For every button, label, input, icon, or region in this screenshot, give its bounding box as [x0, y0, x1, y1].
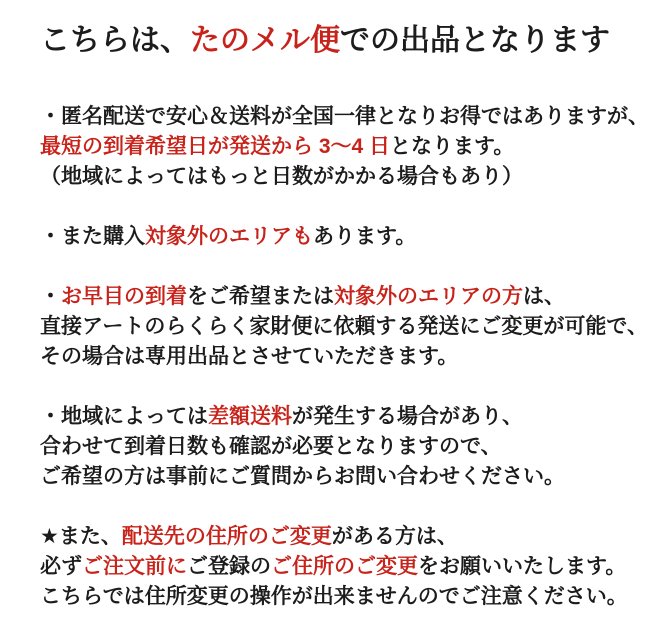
text-segment: あります。: [313, 225, 417, 248]
text-line: [40, 552, 627, 582]
paragraph: [40, 522, 628, 612]
text-segment: がある方は、: [331, 525, 458, 548]
text-line: [40, 162, 620, 192]
text-line: [40, 342, 620, 372]
text-segment: （地域によってはもっと日数がかかる場合もあり）: [40, 165, 523, 188]
text-segment: ・匿名配送で安心＆送料が全国一律となりお得ではありますが、: [40, 105, 649, 128]
text-segment: をご希望または: [187, 285, 334, 308]
text-segment: お早目の到着: [61, 285, 187, 308]
paragraph: [40, 402, 620, 492]
text-line: [40, 522, 620, 552]
text-segment: ご住所のご変更: [271, 555, 418, 578]
text-segment: ご登録の: [187, 555, 271, 578]
text-segment: 最短の到着希望日が発送から 3～4 日: [40, 135, 391, 158]
text-line: [40, 132, 620, 162]
text-segment: 配送先の住所のご変更: [121, 525, 332, 548]
text-line: [40, 402, 620, 432]
text-segment: ・また購入: [40, 225, 145, 248]
text-segment: ご注文前に: [82, 555, 187, 578]
text-segment: は、: [523, 285, 565, 308]
text-segment: 直接アートのらくらく家財便に依頼する発送にご変更が可能で、: [40, 315, 648, 338]
text-line: [40, 432, 620, 462]
paragraph: [40, 222, 620, 252]
notice-body: [40, 102, 649, 612]
text-segment: での出品となります: [340, 24, 610, 57]
text-segment: 対象外のエリアも: [145, 225, 313, 248]
paragraph: [40, 282, 648, 372]
text-segment: 必ず: [40, 555, 82, 578]
text-line: [40, 312, 648, 342]
text-segment: ・: [40, 285, 61, 308]
text-segment: 対象外のエリアの方: [334, 285, 523, 308]
text-segment: ご希望の方は事前にご質問からお問い合わせください。: [40, 465, 565, 488]
text-line: [40, 282, 620, 312]
text-segment: ・地域によっては: [40, 405, 208, 428]
text-segment: こちらでは住所変更の操作が出来ませんのでご注意ください。: [40, 585, 628, 608]
text-line: [40, 462, 620, 492]
page-title: [40, 22, 620, 60]
text-line: [40, 222, 620, 252]
text-segment: その場合は専用出品とさせていただきます。: [40, 345, 459, 368]
text-line: [40, 102, 649, 132]
text-segment: 合わせて到着日数も確認が必要となりますので、: [40, 435, 502, 458]
text-segment: たのメル便: [190, 24, 340, 57]
text-segment: が発生する場合があり、: [292, 405, 523, 428]
text-segment: ★また、: [40, 525, 122, 548]
text-segment: こちらは、: [40, 24, 190, 57]
text-line: [40, 582, 628, 612]
text-segment: 差額送料: [208, 405, 292, 428]
text-segment: をお願いいたします。: [418, 555, 627, 578]
text-segment: となります。: [390, 135, 515, 158]
paragraph: [40, 102, 649, 192]
